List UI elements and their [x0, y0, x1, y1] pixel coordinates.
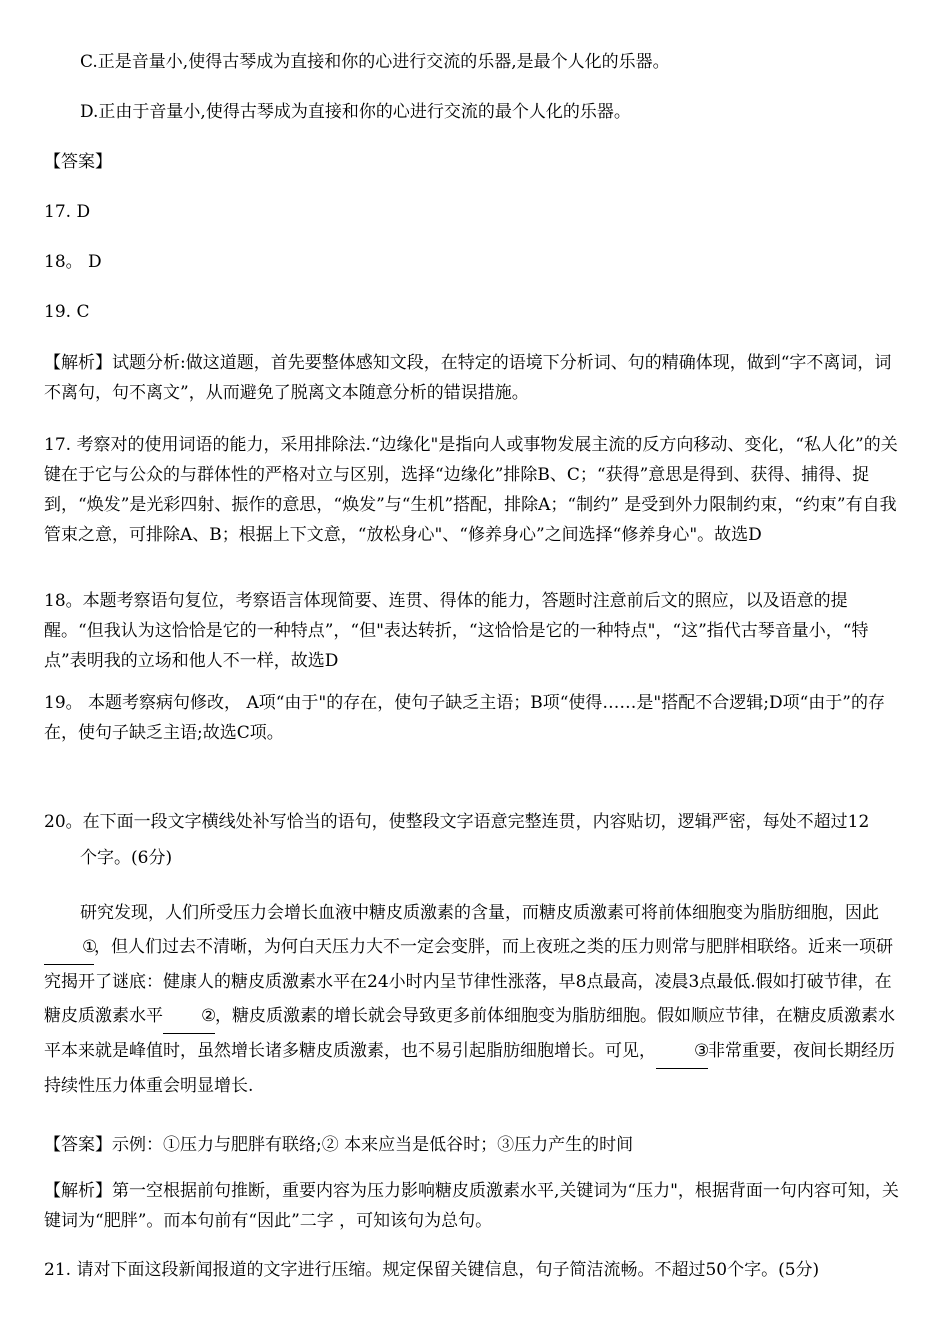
answer-18: 18。 D	[44, 252, 102, 272]
passage-part-4: 非常重要，夜间长期经历持续性压力体重会明显增长.	[44, 1041, 895, 1096]
answer-heading: 【答案】	[44, 152, 112, 172]
analysis-20: 【解析】第一空根据前句推断，重要内容为压力影响糖皮质激素水平,关键词为“压力"，根据背面一句内容可知，关键词为“肥胖”。而本句前有“因此”二字 ，可知该句为总句。	[44, 1181, 899, 1231]
blank-2[interactable]: ②	[163, 999, 215, 1034]
passage-part-3: ，糖皮质激素的增长就会导致更多前体细胞变为脂肪细胞。假如顺应节律，在糖皮质激素水平本来就是峰值时，虽然增长诸多糖皮质激素，也不易引起脂肪细胞增长。可见，	[44, 1006, 895, 1061]
option-c: C.正是音量小,使得古琴成为直接和你的心进行交流的乐器,是最个人化的乐器。	[80, 52, 670, 72]
blank-3[interactable]: ③	[656, 1034, 708, 1069]
analysis-19: 19。 本题考察病句修改， A项“由于"的存在，使句子缺乏主语；B项“使得……是"搭配不合逻辑;D项“由于”的存在，使句子缺乏主语;故选C项。	[44, 693, 885, 743]
passage-part-2: ，但人们过去不清晰，为何白天压力大不一定会变胖，而上夜班之类的压力则常与肥胖相联络。近来一项研究揭开了谜底：健康人的糖皮质激素水平在24小时内呈节律性涨落，早8点最高，凌晨3点最低.假如打破节律，在糖皮质激素水平	[44, 937, 893, 1026]
passage	[44, 896, 904, 1103]
question-20-line2: 个字。(6分)	[80, 848, 173, 868]
analysis-17: 17. 考察对的使用词语的能力，采用排除法.“边缘化"是指向人或事物发展主流的反方向移动、变化，“私人化”的关键在于它与公众的与群体性的严格对立与区别，选择“边缘化”排除B、C；“获得”意思是得到、获得、捕得、捉到，“焕发”是光彩四射、振作的意思，“焕发”与“生机”搭配，排除A；“制约” 是受到外力限制约束，“约束”有自我管束之意，可排除A、B；根据上下文意，“放松身心"、“修养身心”之间选择“修养身心"。故选D	[44, 435, 898, 545]
option-d: D.正由于音量小,使得古琴成为直接和你的心进行交流的最个人化的乐器。	[80, 102, 631, 122]
passage-part-1: 研究发现，人们所受压力会增长血液中糖皮质激素的含量，而糖皮质激素可将前体细胞变为脂肪细胞，因此	[80, 903, 879, 923]
answer-17: 17. D	[44, 202, 91, 222]
blank-1[interactable]: ①	[44, 930, 94, 965]
question-20-line1: 20。在下面一段文字横线处补写恰当的语句，使整段文字语意完整连贯，内容贴切，逻辑严密，每处不超过12	[44, 812, 870, 832]
answer-19: 19. C	[44, 302, 90, 322]
analysis-intro: 【解析】试题分析:做这道题，首先要整体感知文段，在特定的语境下分析词、句的精确体现，做到“字不离词，词不离句，句不离文”，从而避免了脱离文本随意分析的错误措施。	[44, 353, 892, 403]
answer-20: 【答案】示例：①压力与肥胖有联络;② 本来应当是低谷时；③压力产生的时间	[44, 1135, 634, 1155]
analysis-18: 18。本题考察语句复位，考察语言体现简要、连贯、得体的能力，答题时注意前后文的照应，以及语意的提醒。“但我认为这恰恰是它的一种特点”，“但"表达转折，“这恰恰是它的一种特点"，“这”指代古琴音量小，“特点”表明我的立场和他人不一样，故选D	[44, 591, 869, 671]
question-21: 21. 请对下面这段新闻报道的文字进行压缩。规定保留关键信息，句子简洁流畅。不超过50个字。(5分)	[44, 1260, 820, 1280]
